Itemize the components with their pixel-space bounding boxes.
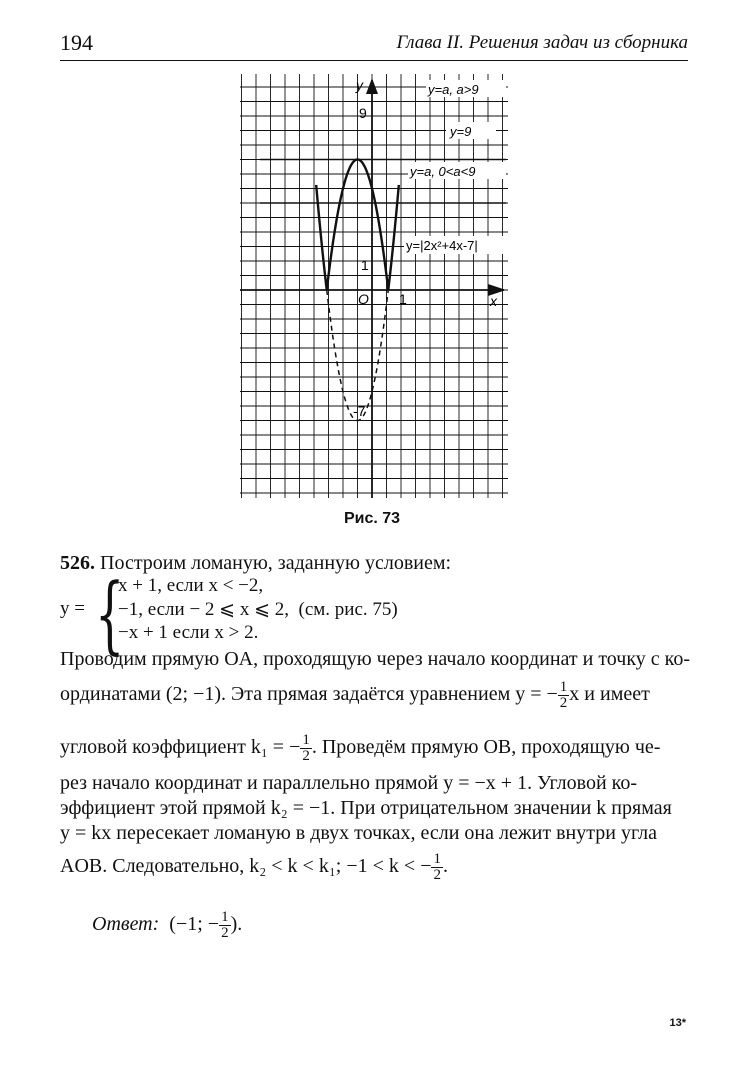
figure-caption: Рис. 73 — [343, 510, 401, 527]
case-brace: { — [95, 565, 125, 663]
page-header — [60, 28, 688, 61]
footer-mark: 13* — [669, 1017, 686, 1029]
chapter-title: Глава II. Решения задач из сборника — [396, 32, 688, 53]
text-line-4: рез начало координат и параллельно прямой y = −x + 1. Угловой ко- — [60, 772, 638, 794]
text-line-5: эффициент этой прямой k₂ = −1. При отрицательном значении k прямая — [60, 797, 672, 819]
label-line-9: y=9 — [450, 124, 472, 139]
problem-number: 526. — [60, 552, 95, 574]
answer-label: Ответ: — [92, 913, 160, 936]
label-x1: 1 — [399, 291, 407, 307]
fraction-half: $\frac{1}{2}$ — [433, 851, 441, 883]
label-ym7: -7 — [353, 403, 366, 419]
label-function: y=|2x²+4x-7| — [406, 238, 478, 253]
answer: Ответ: (−1; − $\frac{1}{2}$ ). — [92, 909, 243, 941]
text-line-7: AOB. Следовательно, k₂ < k < k₁; −1 < k < − $\frac{1}{2}$ . — [60, 851, 448, 883]
fraction-half: $\frac{1}{2}$ — [221, 909, 229, 941]
case-1: x + 1, если x < −2, — [118, 575, 264, 596]
y-equals: y = — [60, 598, 85, 619]
label-y1: 1 — [361, 257, 369, 273]
fraction-half: $\frac{1}{2}$ — [302, 732, 310, 764]
label-line-a-gt9: y=a, a>9 — [428, 82, 479, 97]
graph-figure — [240, 74, 508, 498]
case-3: −x + 1 если x > 2. — [118, 622, 259, 643]
case-2: −1, если − 2 ⩽ x ⩽ 2, (см. рис. 75) — [118, 599, 398, 620]
text-line-6: y = kx пересекает ломаную в двух точках, если она лежит внутри угла — [60, 822, 657, 844]
fraction-half: $\frac{1}{2}$ — [559, 679, 568, 711]
label-origin: O — [358, 291, 369, 307]
page-number: 194 — [60, 30, 93, 55]
text-line-2: ординатами (2; −1). Эта прямая задаётся уравнением y = − $\frac{1}{2}$ x и имеет — [60, 679, 650, 711]
label-y9: 9 — [359, 105, 367, 121]
y-axis-arrow — [366, 78, 378, 94]
label-x-axis: x — [490, 293, 497, 309]
label-y-axis: y — [356, 77, 363, 93]
text-line-3: угловой коэффициент k₁ = − $\frac{1}{2}$ . Проведём прямую OB, проходящую че- — [60, 732, 661, 764]
text-line-1: Проводим прямую OA, проходящую через начало координат и точку с ко- — [60, 648, 691, 670]
problem-526-intro: 526. Построим ломаную, заданную условием: — [60, 552, 452, 574]
label-line-a-mid: y=a, 0<a<9 — [410, 164, 476, 179]
